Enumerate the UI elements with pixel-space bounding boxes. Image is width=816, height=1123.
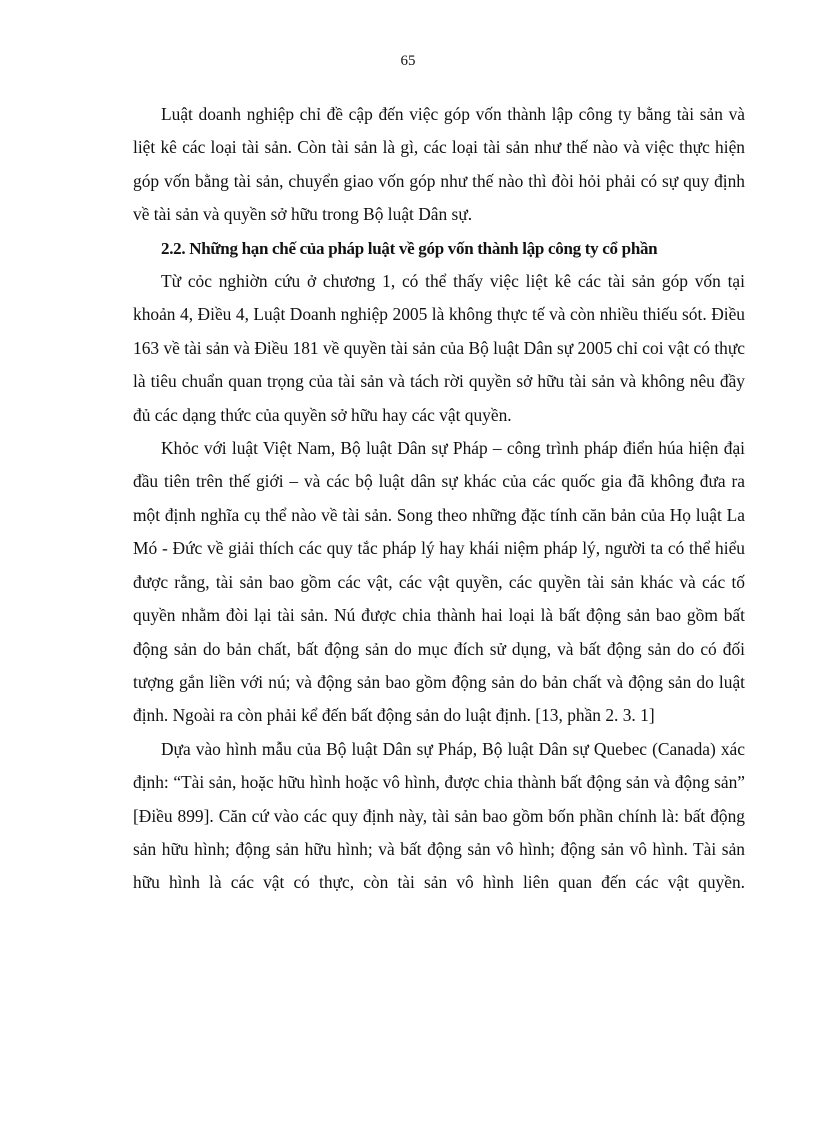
page-number: 65	[400, 53, 416, 69]
paragraph-3: Khỏc với luật Việt Nam, Bộ luật Dân sự Pháp – công trình pháp điển húa hiện đại đầu tiên trên thế giới – và các bộ luật dân sự khác của các quốc gia đã không đưa ra một định nghĩa cụ thể nào về tài sản. Song theo những đặc tính căn bản của Họ luật La Mó - Đức về giải thích các quy tắc pháp lý hay khái niệm pháp lý, người ta có thể hiểu được rằng, tài sản bao gồm các vật, các vật quyền, các quyền tài sản khác và các tố quyền nhằm đòi lại tài sản. Nú được chia thành hai loại là bất động sản bao gồm bất động sản do bản chất, bất động sản do mục đích sử dụng, và bất động sản do có đối tượng gắn liền với nú; và động sản bao gồm động sản do bản chất và động sản do luật định. Ngoài ra còn phải kể đến bất động sản do luật định. [13, phần 2. 3. 1]	[133, 438, 745, 726]
paragraph-2: Từ cỏc nghiờn cứu ở chương 1, có thể thấy việc liệt kê các tài sản góp vốn tại khoản 4, Điều 4, Luật Doanh nghiệp 2005 là không thực tế và còn nhiều thiếu sót. Điều 163 về tài sản và Điều 181 về quyền tài sản của Bộ luật Dân sự 2005 chỉ coi vật có thực là tiêu chuẩn quan trọng của tài sản và tách rời quyền sở hữu tài sản và không nêu đầy đủ các dạng thức của quyền sở hữu hay các vật quyền.	[133, 271, 745, 425]
paragraph-1: Luật doanh nghiệp chỉ đề cập đến việc góp vốn thành lập công ty bằng tài sản và liệt kê các loại tài sản. Còn tài sản là gì, các loại tài sản như thế nào và việc thực hiện góp vốn bằng tài sản, chuyển giao vốn góp như thế nào thì đòi hỏi phải có sự quy định về tài sản và quyền sở hữu trong Bộ luật Dân sự.	[133, 104, 745, 225]
paragraph-4: Dựa vào hình mẫu của Bộ luật Dân sự Pháp, Bộ luật Dân sự Quebec (Canada) xác định: “Tài sản, hoặc hữu hình hoặc vô hình, được chia thành bất động sản và động sản” [Điều 899]. Căn cứ vào các quy định này, tài sản bao gồm bốn phần chính là: bất động sản hữu hình; động sản hữu hình; và bất động sản vô hình; động sản vô hình. Tài sản hữu hình là các vật có thực, còn tài sản vô hình liên quan đến các vật quyền.	[133, 738, 745, 893]
section-heading: 2.2. Những hạn chế của pháp luật về góp vốn thành lập công ty cổ phần	[161, 238, 658, 258]
document-body	[133, 98, 745, 900]
